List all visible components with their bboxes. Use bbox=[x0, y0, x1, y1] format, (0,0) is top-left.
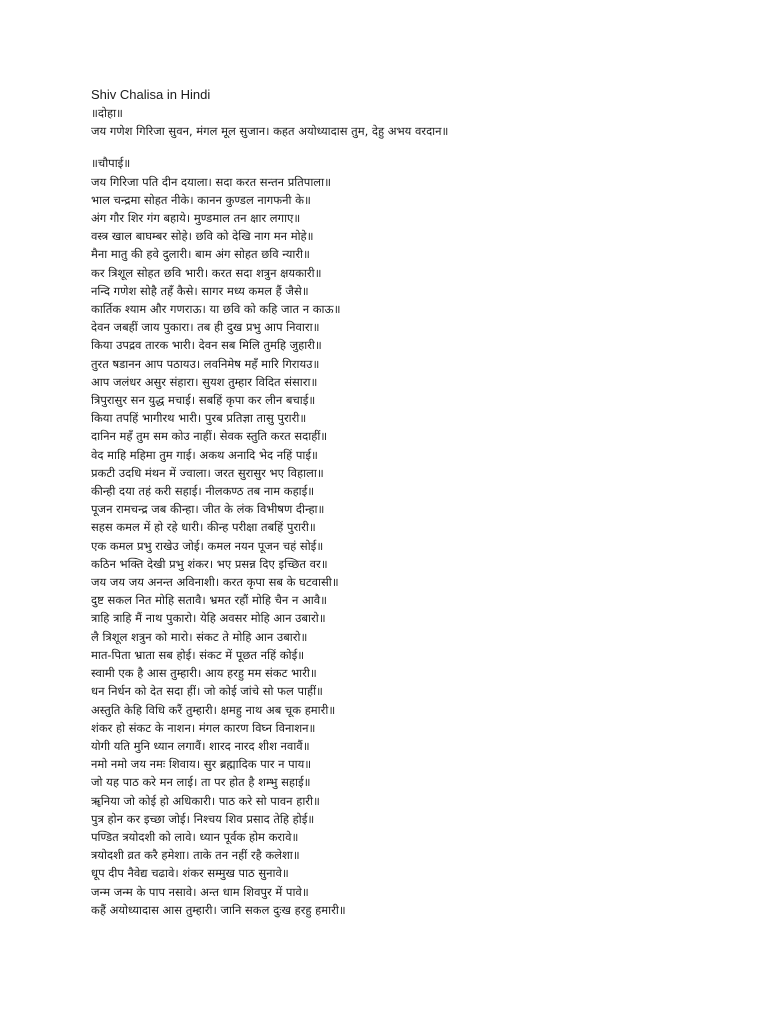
chaupai-line: ॠनिया जो कोई हो अधिकारी। पाठ करे सो पावन हारी॥ bbox=[91, 793, 320, 808]
chaupai-line: दानिन महँ तुम सम कोउ नाहीं। सेवक स्तुति करत सदाहीं॥ bbox=[91, 429, 328, 444]
chaupai-line: त्राहि त्राहि मैं नाथ पुकारो। येहि अवसर मोहि आन उबारो॥ bbox=[91, 611, 326, 626]
chaupai-line: प्रकटी उदधि मंथन में ज्वाला। जरत सुरासुर भए विहाला॥ bbox=[91, 465, 324, 480]
doha-text: जय गणेश गिरिजा सुवन, मंगल मूल सुजान। कहत अयोध्यादास तुम, देहु अभय वरदान॥ bbox=[91, 124, 449, 139]
chaupai-line: पूजन रामचन्द्र जब कीन्हा। जीत के लंक विभीषण दीन्हा॥ bbox=[91, 502, 325, 517]
chaupai-line: एक कमल प्रभु राखेउ जोई। कमल नयन पूजन चहं सोई॥ bbox=[91, 538, 324, 553]
chaupai-line: लै त्रिशूल शत्रुन को मारो। संकट ते मोहि आन उबारो॥ bbox=[91, 629, 308, 644]
chaupai-line: पण्डित त्रयोदशी को लावे। ध्यान पूर्वक होम करावे॥ bbox=[91, 829, 299, 844]
section-spacer bbox=[91, 140, 751, 154]
chaupai-line: कर त्रिशूल सोहत छवि भारी। करत सदा शत्रुन क्षयकारी॥ bbox=[91, 265, 322, 280]
chaupai-line: किया तपहिं भागीरथ भारी। पुरब प्रतिज्ञा तासु पुरारी॥ bbox=[91, 411, 307, 426]
chaupai-line: धन निर्धन को देत सदा हीं। जो कोई जांचे सो फल पाहीं॥ bbox=[91, 684, 323, 699]
chaupai-line: अंग गौर शिर गंग बहाये। मुण्डमाल तन क्षार लगाए॥ bbox=[91, 211, 301, 226]
chaupai-line: स्वामी एक है आस तुम्हारी। आय हरहु मम संकट भारी॥ bbox=[91, 666, 317, 681]
document-title: Shiv Chalisa in Hindi bbox=[91, 87, 211, 102]
chaupai-line: नमो नमो जय नमः शिवाय। सुर ब्रह्मादिक पार न पाय॥ bbox=[91, 757, 312, 772]
chaupai-line: त्रयोदशी व्रत करै हमेशा। ताके तन नहीं रहै कलेशा॥ bbox=[91, 848, 300, 863]
chaupai-line: कीन्ही दया तहं करी सहाई। नीलकण्ठ तब नाम कहाई॥ bbox=[91, 484, 315, 499]
chaupai-line: जय जय जय अनन्त अविनाशी। करत कृपा सब के घटवासी॥ bbox=[91, 575, 339, 590]
chaupai-line: मात-पिता भ्राता सब होई। संकट में पूछत नहिं कोई॥ bbox=[91, 647, 305, 662]
chaupai-line: भाल चन्द्रमा सोहत नीके। कानन कुण्डल नागफनी के॥ bbox=[91, 192, 311, 207]
chaupai-line: तुरत षडानन आप पठायउ। लवनिमेष महँ मारि गिरायउ॥ bbox=[91, 356, 320, 371]
chaupai-line: शंकर हो संकट के नाशन। मंगल कारण विघ्न विनाशन॥ bbox=[91, 720, 316, 735]
chaupai-line: अस्तुति केहि विधि करैं तुम्हारी। क्षमहु नाथ अब चूक हमारी॥ bbox=[91, 702, 336, 717]
document-page bbox=[91, 86, 751, 919]
chaupai-line: नन्दि गणेश सोहै तहँ कैसे। सागर मध्य कमल हैं जैसे॥ bbox=[91, 283, 309, 298]
chaupai-heading: ॥चौपाई॥ bbox=[91, 156, 131, 171]
chaupai-line: त्रिपुरासुर सन युद्ध मचाई। सबहिं कृपा कर लीन बचाई॥ bbox=[91, 393, 316, 408]
chaupai-line: देवन जबहीं जाय पुकारा। तब ही दुख प्रभु आप निवारा॥ bbox=[91, 320, 320, 335]
chaupai-line: कार्तिक श्याम और गणराऊ। या छवि को कहि जात न काऊ॥ bbox=[91, 302, 341, 317]
chaupai-line: कठिन भक्ति देखी प्रभु शंकर। भए प्रसन्न दिए इच्छित वर॥ bbox=[91, 556, 328, 571]
chaupai-line: धूप दीप नैवेद्य चढावे। शंकर सम्मुख पाठ सुनावे॥ bbox=[91, 866, 289, 881]
chaupai-line: योगी यति मुनि ध्यान लगावैं। शारद नारद शीश नवावैं॥ bbox=[91, 738, 310, 753]
chaupai-line: पुत्र होन कर इच्छा जोई। निश्चय शिव प्रसाद तेहि होई॥ bbox=[91, 811, 315, 826]
chaupai-line: वस्त्र खाल बाघम्बर सोहे। छवि को देखि नाग मन मोहे॥ bbox=[91, 229, 314, 244]
chaupai-line: जन्म जन्म के पाप नसावे। अन्त धाम शिवपुर में पावे॥ bbox=[91, 884, 309, 899]
chaupai-line: मैना मातु की हवे दुलारी। बाम अंग सोहत छवि न्यारी॥ bbox=[91, 247, 310, 262]
chaupai-verse-list bbox=[91, 173, 751, 919]
chaupai-line: सहस कमल में हो रहे धारी। कीन्ह परीक्षा तबहिं पुरारी॥ bbox=[91, 520, 316, 535]
chaupai-line: वेद माहि महिमा तुम गाई। अकथ अनादि भेद नहिं पाई॥ bbox=[91, 447, 318, 462]
doha-heading: ॥दोहा॥ bbox=[91, 106, 123, 120]
chaupai-line: जय गिरिजा पति दीन दयाला। सदा करत सन्तन प्रतिपाला॥ bbox=[91, 174, 331, 189]
chaupai-line: जो यह पाठ करे मन लाई। ता पर होत है शम्भु सहाई॥ bbox=[91, 775, 311, 790]
chaupai-line: कहैं अयोध्यादास आस तुम्हारी। जानि सकल दुःख हरहु हमारी॥ bbox=[91, 902, 346, 917]
chaupai-line: किया उपद्रव तारक भारी। देवन सब मिलि तुमहि जुहारी॥ bbox=[91, 338, 322, 353]
chaupai-line: आप जलंधर असुर संहारा। सुयश तुम्हार विदित संसारा॥ bbox=[91, 374, 318, 389]
chaupai-line: दुष्ट सकल नित मोहि सतावै। भ्रमत रहौं मोहि चैन न आवै॥ bbox=[91, 593, 328, 608]
